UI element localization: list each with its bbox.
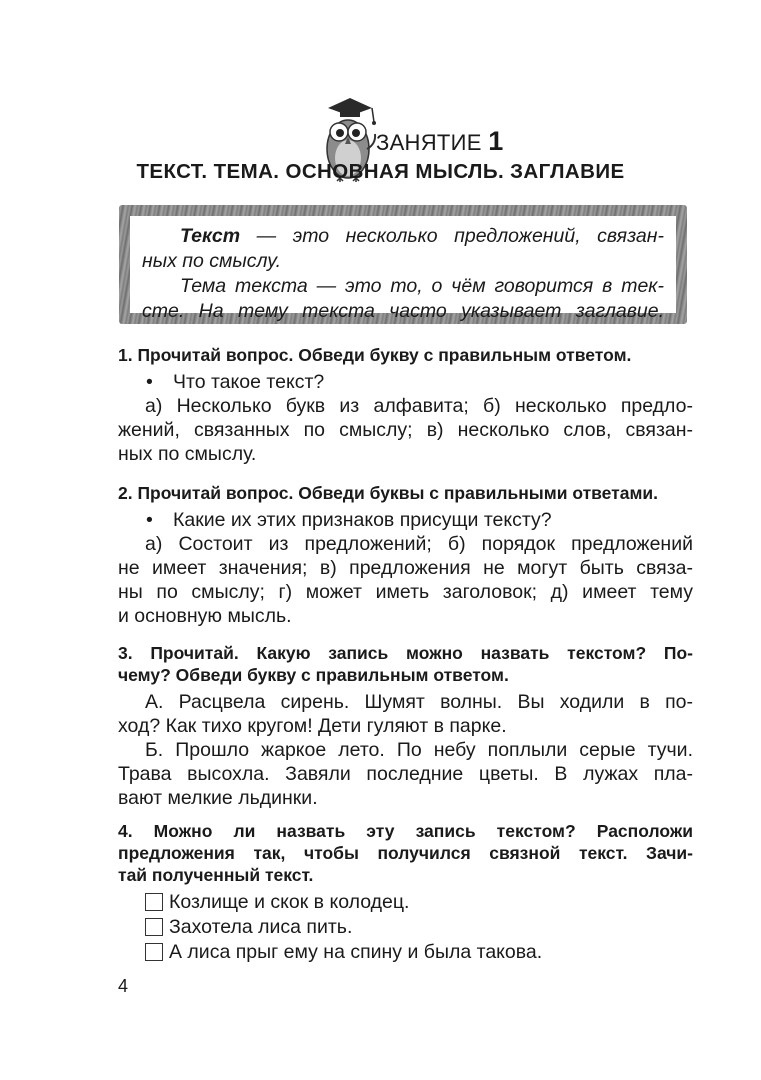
rule-line-3: Тема текста — это то, о чём говорится в тек- bbox=[180, 275, 664, 297]
task-1-title: 1. Прочитай вопрос. Обведи букву с правильным ответом. bbox=[118, 345, 632, 365]
rule-line-4: сте. На тему текста часто указывает заглавие. bbox=[142, 300, 664, 322]
order-checkbox[interactable] bbox=[145, 893, 163, 911]
rule-box bbox=[119, 205, 687, 324]
task-2-answer-line: а) Состоит из предложений; б) порядок предложений bbox=[145, 533, 693, 555]
task-1-question: • Что такое текст? bbox=[146, 371, 325, 393]
task-3-text-line: А. Расцвела сирень. Шумят волны. Вы ходили в по- bbox=[145, 691, 693, 713]
lesson-label bbox=[376, 126, 504, 157]
task-3-title: 3. Прочитай. Какую запись можно назвать текстом? По- bbox=[118, 643, 693, 663]
lesson-number: 1 bbox=[488, 126, 504, 156]
rule-line-2: ных по смыслу. bbox=[142, 250, 282, 272]
task-1 bbox=[118, 344, 693, 466]
task-4-title-end: тай полученный текст. bbox=[118, 865, 314, 885]
rule-line-1: Текст — это несколько предложений, связан- bbox=[180, 225, 664, 247]
task-1-answer-line: а) Несколько букв из алфавита; б) несколько предло- bbox=[145, 395, 693, 417]
task-4-title-cont: предложения так, чтобы получился связной текст. Зачи- bbox=[118, 843, 693, 863]
rule-term: Текст bbox=[180, 225, 241, 247]
task-3-text-line: Трава высохла. Завяли последние цветы. В лужах пла- bbox=[118, 763, 693, 785]
task-3-text-line: ход? Как тихо кругом! Дети гуляют в парке. bbox=[118, 715, 507, 737]
task-2 bbox=[118, 482, 693, 628]
rule-text bbox=[130, 216, 676, 322]
task-2-answer-line: не имеет значения; в) предложения не могут быть связа- bbox=[118, 557, 693, 579]
task-2-answer-line: ны по смыслу; г) может иметь заголовок; д) имеет тему bbox=[118, 581, 693, 603]
task-3-text-line: вают мелкие льдинки. bbox=[118, 787, 318, 809]
page-number: 4 bbox=[118, 976, 129, 996]
page-title: ТЕКСТ. ТЕМА. ОСНОВНАЯ МЫСЛЬ. ЗАГЛАВИЕ bbox=[136, 160, 625, 183]
task-3-title-cont: чему? Обведи букву с правильным ответом. bbox=[118, 665, 509, 685]
task-3 bbox=[118, 642, 693, 810]
sentence-item: Захотела лиса пить. bbox=[145, 915, 693, 939]
task-2-answer-line: и основную мысль. bbox=[118, 605, 292, 627]
order-checkbox[interactable] bbox=[145, 943, 163, 961]
task-1-answer-line: ных по смыслу. bbox=[118, 443, 257, 465]
order-checkbox[interactable] bbox=[145, 918, 163, 936]
task-1-answer-line: жений, связанных по смыслу; в) несколько слов, связан- bbox=[118, 419, 693, 441]
task-4 bbox=[118, 820, 693, 965]
task-2-title: 2. Прочитай вопрос. Обведи буквы с правильными ответами. bbox=[118, 483, 659, 503]
task-3-text-line: Б. Прошло жаркое лето. По небу поплыли серые тучи. bbox=[145, 739, 693, 761]
lesson-word: ЗАНЯТИЕ bbox=[376, 130, 482, 155]
task-4-title: 4. Можно ли назвать эту запись текстом? Расположи bbox=[118, 821, 693, 841]
sentence-item: Козлище и скок в колодец. bbox=[145, 890, 693, 914]
task-2-question: • Какие их этих признаков присущи тексту? bbox=[146, 509, 552, 531]
sentence-item: А лиса прыг ему на спину и была такова. bbox=[145, 940, 693, 964]
